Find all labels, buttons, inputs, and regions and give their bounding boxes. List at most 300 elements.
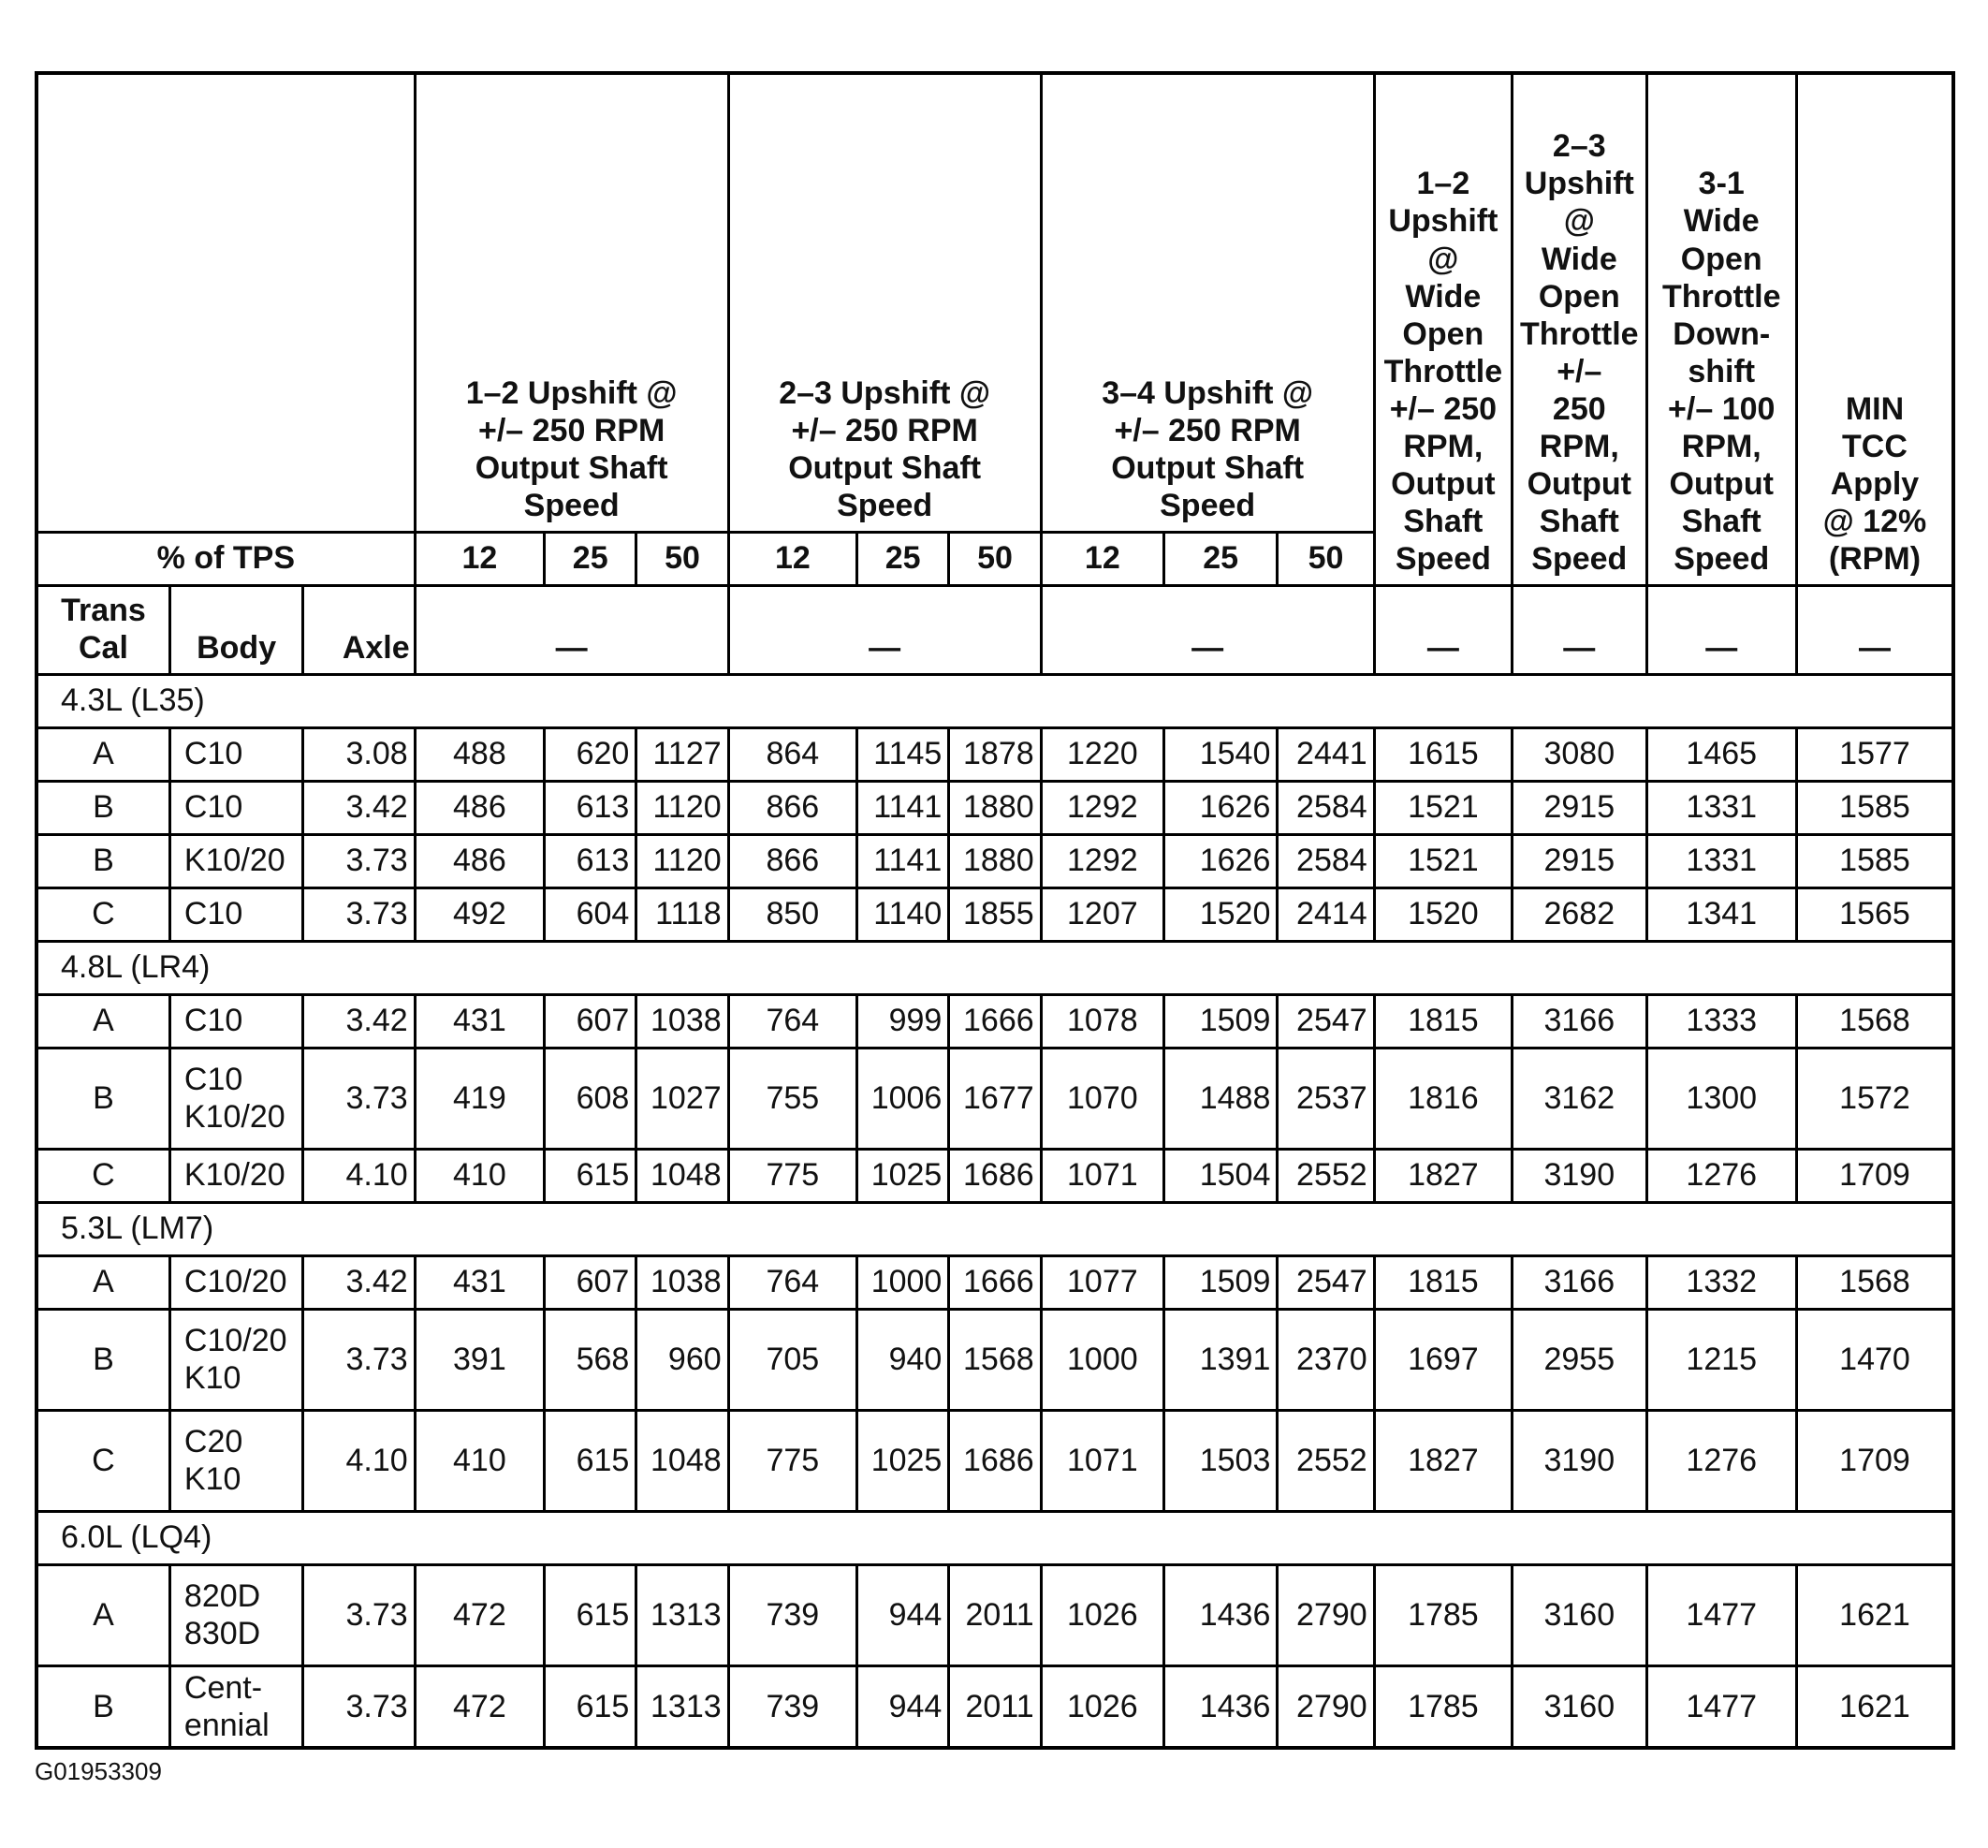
value-cell: 739 [728, 1564, 856, 1665]
value-cell: 866 [728, 781, 856, 834]
value-cell: 1488 [1164, 1048, 1278, 1149]
value-cell: 1521 [1374, 781, 1512, 834]
dash-cell: — [728, 585, 1041, 674]
header-wot-23 [1513, 73, 1646, 585]
value-cell: 608 [545, 1048, 636, 1149]
axle-cell: 3.08 [303, 727, 415, 781]
value-cell: 410 [415, 1149, 544, 1202]
value-cell: 1071 [1041, 1149, 1163, 1202]
header-line: Shaft [1681, 504, 1761, 540]
trans-cal-cell: C [37, 1410, 169, 1511]
trans-cal-cell: A [37, 994, 169, 1048]
value-cell: 1615 [1374, 727, 1512, 781]
value-cell: 2955 [1513, 1309, 1646, 1410]
value-cell: 1341 [1646, 887, 1796, 941]
value-cell: 3166 [1513, 994, 1646, 1048]
engine-label: 4.8L (LR4) [37, 941, 1953, 994]
value-cell: 1827 [1374, 1149, 1512, 1202]
value-cell: 2790 [1278, 1665, 1374, 1748]
axle-cell: 3.42 [303, 781, 415, 834]
value-cell: 999 [857, 994, 949, 1048]
header-line: Wide [1683, 203, 1760, 240]
engine-label: 6.0L (LQ4) [37, 1511, 1953, 1564]
body-line: K10/20 [183, 843, 285, 879]
value-cell: 1025 [857, 1410, 949, 1511]
value-cell: 1077 [1041, 1255, 1163, 1309]
header-line: +/– [1557, 353, 1602, 389]
header-line: Throttle [1520, 315, 1639, 352]
header-upshift-12 [415, 73, 728, 532]
value-cell: 1816 [1374, 1048, 1512, 1149]
header-line: Output [1527, 466, 1631, 503]
value-cell: 1027 [636, 1048, 728, 1149]
value-cell: 410 [415, 1410, 544, 1511]
header-line: @ [1563, 203, 1595, 240]
axle-cell: 3.73 [303, 887, 415, 941]
value-cell: 1000 [857, 1255, 949, 1309]
figure-code: G01953309 [35, 1757, 162, 1785]
value-cell: 1436 [1164, 1564, 1278, 1665]
value-cell: 1815 [1374, 1255, 1512, 1309]
table-row [37, 1410, 1953, 1511]
header-line: Output [1391, 466, 1496, 503]
value-cell: 944 [857, 1665, 949, 1748]
table-row [37, 1665, 1953, 1748]
value-cell: 1141 [857, 834, 949, 887]
value-cell: 615 [545, 1149, 636, 1202]
tps-value: 50 [949, 532, 1041, 585]
value-cell: 1391 [1164, 1309, 1278, 1410]
table-row [37, 1309, 1953, 1410]
column-label-row [37, 585, 1953, 674]
value-cell: 739 [728, 1665, 856, 1748]
value-cell: 431 [415, 1255, 544, 1309]
value-cell: 1709 [1796, 1149, 1953, 1202]
value-cell: 2584 [1278, 834, 1374, 887]
header-line: Open [1402, 315, 1484, 352]
header-line: 250 [1552, 390, 1606, 427]
value-cell: 472 [415, 1665, 544, 1748]
header-wot-12 [1374, 73, 1512, 585]
body-cell [169, 1564, 302, 1665]
value-cell: 391 [415, 1309, 544, 1410]
value-cell: 1540 [1164, 727, 1278, 781]
axle-cell: 3.42 [303, 1255, 415, 1309]
value-cell: 1070 [1041, 1048, 1163, 1149]
value-cell: 1048 [636, 1149, 728, 1202]
body-cell [169, 1149, 302, 1202]
value-cell: 1686 [949, 1149, 1041, 1202]
table-row [37, 994, 1953, 1048]
value-cell: 486 [415, 781, 544, 834]
body-line: C10 [183, 1061, 243, 1097]
body-line: Cent- [183, 1669, 263, 1706]
value-cell: 1292 [1041, 834, 1163, 887]
table-row [37, 887, 1953, 941]
value-cell: 1292 [1041, 781, 1163, 834]
value-cell: 1565 [1796, 887, 1953, 941]
value-cell: 1585 [1796, 834, 1953, 887]
axle-cell: 4.10 [303, 1410, 415, 1511]
header-line: Output Shaft [788, 450, 982, 487]
value-cell: 2790 [1278, 1564, 1374, 1665]
header-line: +/– 100 [1668, 390, 1776, 427]
axle-header: Axle [303, 585, 415, 674]
tps-value: 50 [636, 532, 728, 585]
value-cell: 1626 [1164, 834, 1278, 887]
trans-cal-cell: A [37, 727, 169, 781]
value-cell: 1815 [1374, 994, 1512, 1048]
header-line: Speed [1674, 541, 1770, 578]
engine-label: 5.3L (LM7) [37, 1202, 1953, 1255]
value-cell: 850 [728, 887, 856, 941]
value-cell: 1568 [1796, 1255, 1953, 1309]
value-cell: 940 [857, 1309, 949, 1410]
value-cell: 3162 [1513, 1048, 1646, 1149]
value-cell: 2537 [1278, 1048, 1374, 1149]
value-cell: 1118 [636, 887, 728, 941]
value-cell: 1572 [1796, 1048, 1953, 1149]
header-line: 1–2 [1416, 166, 1470, 202]
value-cell: 1686 [949, 1410, 1041, 1511]
tps-label: % of TPS [37, 532, 415, 585]
value-cell: 1568 [949, 1309, 1041, 1410]
value-cell: 3166 [1513, 1255, 1646, 1309]
shift-speed-table [35, 71, 1955, 1750]
header-line: 1–2 Upshift @ [465, 375, 678, 412]
body-line: C10/20 [183, 1264, 287, 1300]
axle-cell: 3.73 [303, 1564, 415, 1665]
header-line: Shaft [1539, 504, 1619, 540]
value-cell: 1145 [857, 727, 949, 781]
body-line: C10 [183, 896, 243, 932]
table-row [37, 1564, 1953, 1665]
header-line: Speed [1160, 488, 1256, 524]
trans-cal-cell: B [37, 1665, 169, 1748]
value-cell: 613 [545, 834, 636, 887]
value-cell: 1141 [857, 781, 949, 834]
value-cell: 1504 [1164, 1149, 1278, 1202]
value-cell: 1470 [1796, 1309, 1953, 1410]
header-line: shift [1688, 353, 1756, 389]
header-line: RPM, [1403, 429, 1484, 465]
body-cell [169, 834, 302, 887]
value-cell: 1465 [1646, 727, 1796, 781]
header-line: RPM, [1539, 429, 1619, 465]
value-cell: 431 [415, 994, 544, 1048]
value-cell: 1509 [1164, 994, 1278, 1048]
header-line: (RPM) [1828, 541, 1922, 578]
table-body [37, 73, 1953, 1748]
body-cell [169, 781, 302, 834]
tps-value: 50 [1278, 532, 1374, 585]
header-line: TCC [1842, 429, 1908, 465]
header-line: Apply [1830, 466, 1920, 503]
value-cell: 1785 [1374, 1665, 1512, 1748]
value-cell: 486 [415, 834, 544, 887]
header-line: Throttle [1661, 278, 1781, 315]
dash-cell: — [1513, 585, 1646, 674]
header-line: Output Shaft [475, 450, 668, 487]
value-cell: 1477 [1646, 1564, 1796, 1665]
value-cell: 1503 [1164, 1410, 1278, 1511]
value-cell: 1880 [949, 834, 1041, 887]
value-cell: 1520 [1374, 887, 1512, 941]
value-cell: 960 [636, 1309, 728, 1410]
header-line: Wide [1405, 278, 1482, 315]
value-cell: 1509 [1164, 1255, 1278, 1309]
header-line: Speed [523, 488, 620, 524]
header-line: RPM, [1681, 429, 1761, 465]
body-line: 820D [183, 1577, 261, 1614]
value-cell: 1666 [949, 994, 1041, 1048]
value-cell: 1436 [1164, 1665, 1278, 1748]
header-line: 2–3 [1552, 128, 1606, 165]
value-cell: 1477 [1646, 1665, 1796, 1748]
trans-cal-header [37, 585, 169, 674]
trans-cal-cell: B [37, 834, 169, 887]
axle-cell: 4.10 [303, 1149, 415, 1202]
trans-cal-cell: B [37, 781, 169, 834]
body-cell [169, 1048, 302, 1149]
body-cell [169, 727, 302, 781]
header-line: Throttle [1383, 353, 1503, 389]
body-cell [169, 994, 302, 1048]
value-cell: 1078 [1041, 994, 1163, 1048]
value-cell: 607 [545, 1255, 636, 1309]
tps-value: 12 [1041, 532, 1163, 585]
value-cell: 2011 [949, 1665, 1041, 1748]
dash-cell: — [415, 585, 728, 674]
table-row [37, 834, 1953, 887]
value-cell: 1332 [1646, 1255, 1796, 1309]
value-cell: 1585 [1796, 781, 1953, 834]
value-cell: 1313 [636, 1564, 728, 1665]
value-cell: 615 [545, 1410, 636, 1511]
axle-cell: 3.73 [303, 1309, 415, 1410]
value-cell: 2414 [1278, 887, 1374, 941]
trans-cal-cell: A [37, 1564, 169, 1665]
header-line: 3-1 [1698, 166, 1745, 202]
value-cell: 488 [415, 727, 544, 781]
header-line: +/– 250 RPM [1114, 413, 1301, 449]
axle-cell: 3.73 [303, 834, 415, 887]
value-cell: 1140 [857, 887, 949, 941]
value-cell: 1120 [636, 834, 728, 887]
table-row [37, 1149, 1953, 1202]
header-line: Output [1669, 466, 1774, 503]
value-cell: 1577 [1796, 727, 1953, 781]
header-line: Speed [1395, 541, 1491, 578]
value-cell: 3080 [1513, 727, 1646, 781]
tps-value: 25 [545, 532, 636, 585]
body-line: 830D [183, 1616, 261, 1651]
header-line: Cal [78, 630, 128, 667]
value-cell: 1621 [1796, 1564, 1953, 1665]
table-row [37, 727, 1953, 781]
value-cell: 1880 [949, 781, 1041, 834]
value-cell: 1026 [1041, 1564, 1163, 1665]
engine-row [37, 1202, 1953, 1255]
axle-cell: 3.73 [303, 1048, 415, 1149]
trans-cal-cell: A [37, 1255, 169, 1309]
body-line: C10/20 [183, 1322, 287, 1358]
value-cell: 1215 [1646, 1309, 1796, 1410]
body-line: K10/20 [183, 1099, 285, 1135]
value-cell: 419 [415, 1048, 544, 1149]
body-cell [169, 1309, 302, 1410]
body-line: C10 [183, 736, 243, 772]
value-cell: 1709 [1796, 1410, 1953, 1511]
engine-row [37, 941, 1953, 994]
header-line: +/– 250 RPM [791, 413, 978, 449]
value-cell: 864 [728, 727, 856, 781]
trans-cal-cell: C [37, 1149, 169, 1202]
body-line: C10 [183, 1003, 243, 1039]
header-line: Upshift [1524, 166, 1634, 202]
header-line: Speed [837, 488, 933, 524]
value-cell: 615 [545, 1665, 636, 1748]
trans-cal-cell: B [37, 1309, 169, 1410]
body-line: K10/20 [183, 1157, 285, 1194]
header-line: Speed [1531, 541, 1628, 578]
value-cell: 1038 [636, 1255, 728, 1309]
table-row [37, 1048, 1953, 1149]
value-cell: 2547 [1278, 994, 1374, 1048]
value-cell: 3160 [1513, 1665, 1646, 1748]
value-cell: 1000 [1041, 1309, 1163, 1410]
value-cell: 1331 [1646, 781, 1796, 834]
value-cell: 2552 [1278, 1410, 1374, 1511]
header-line: Open [1538, 278, 1620, 315]
dash-cell: — [1374, 585, 1512, 674]
header-line: MIN [1845, 390, 1905, 427]
table-row [37, 1255, 1953, 1309]
value-cell: 755 [728, 1048, 856, 1149]
value-cell: 1038 [636, 994, 728, 1048]
body-line: K10 [183, 1461, 241, 1497]
value-cell: 1331 [1646, 834, 1796, 887]
header-row [37, 73, 1953, 532]
body-cell [169, 1665, 302, 1748]
dash-cell: — [1041, 585, 1374, 674]
table-row [37, 781, 1953, 834]
value-cell: 3190 [1513, 1410, 1646, 1511]
value-cell: 1276 [1646, 1149, 1796, 1202]
value-cell: 2552 [1278, 1149, 1374, 1202]
value-cell: 1878 [949, 727, 1041, 781]
engine-label: 4.3L (L35) [37, 674, 1953, 727]
value-cell: 1626 [1164, 781, 1278, 834]
header-line: @ 12% [1822, 504, 1927, 540]
value-cell: 607 [545, 994, 636, 1048]
value-cell: 1071 [1041, 1410, 1163, 1511]
header-line: +/– 250 RPM [477, 413, 665, 449]
trans-cal-cell: B [37, 1048, 169, 1149]
value-cell: 1568 [1796, 994, 1953, 1048]
value-cell: 492 [415, 887, 544, 941]
value-cell: 1697 [1374, 1309, 1512, 1410]
header-line: +/– 250 [1389, 390, 1498, 427]
value-cell: 1677 [949, 1048, 1041, 1149]
dash-cell: — [1646, 585, 1796, 674]
value-cell: 2547 [1278, 1255, 1374, 1309]
engine-row [37, 674, 1953, 727]
tps-value: 12 [728, 532, 856, 585]
body-line: K10 [183, 1360, 241, 1396]
header-line: Wide [1541, 241, 1617, 277]
value-cell: 1827 [1374, 1410, 1512, 1511]
header-blank-cell [37, 73, 415, 532]
value-cell: 2682 [1513, 887, 1646, 941]
value-cell: 1333 [1646, 994, 1796, 1048]
axle-cell: 3.73 [303, 1665, 415, 1748]
value-cell: 1048 [636, 1410, 728, 1511]
header-upshift-34 [1041, 73, 1374, 532]
value-cell: 764 [728, 1255, 856, 1309]
value-cell: 764 [728, 994, 856, 1048]
value-cell: 1120 [636, 781, 728, 834]
value-cell: 604 [545, 887, 636, 941]
value-cell: 1520 [1164, 887, 1278, 941]
value-cell: 866 [728, 834, 856, 887]
value-cell: 2011 [949, 1564, 1041, 1665]
body-line: C10 [183, 789, 243, 826]
value-cell: 1127 [636, 727, 728, 781]
value-cell: 615 [545, 1564, 636, 1665]
header-line: Down- [1673, 315, 1771, 352]
value-cell: 1006 [857, 1048, 949, 1149]
header-line: Shaft [1403, 504, 1484, 540]
axle-cell: 3.42 [303, 994, 415, 1048]
value-cell: 1855 [949, 887, 1041, 941]
body-cell [169, 887, 302, 941]
tps-value: 12 [415, 532, 544, 585]
value-cell: 775 [728, 1149, 856, 1202]
header-line: Output Shaft [1111, 450, 1305, 487]
value-cell: 1621 [1796, 1665, 1953, 1748]
value-cell: 472 [415, 1564, 544, 1665]
body-header: Body [169, 585, 302, 674]
header-line: 3–4 Upshift @ [1102, 375, 1314, 412]
header-min-tcc [1796, 73, 1953, 585]
value-cell: 1207 [1041, 887, 1163, 941]
body-line: ennial [183, 1707, 270, 1743]
value-cell: 1521 [1374, 834, 1512, 887]
tps-value: 25 [1164, 532, 1278, 585]
engine-row [37, 1511, 1953, 1564]
header-upshift-23 [728, 73, 1041, 532]
value-cell: 1220 [1041, 727, 1163, 781]
dash-cell: — [1796, 585, 1953, 674]
value-cell: 1785 [1374, 1564, 1512, 1665]
header-wot-31 [1646, 73, 1796, 585]
value-cell: 2915 [1513, 781, 1646, 834]
value-cell: 1666 [949, 1255, 1041, 1309]
body-cell [169, 1255, 302, 1309]
value-cell: 775 [728, 1410, 856, 1511]
value-cell: 3190 [1513, 1149, 1646, 1202]
body-line: C20 [183, 1423, 243, 1459]
value-cell: 620 [545, 727, 636, 781]
value-cell: 705 [728, 1309, 856, 1410]
value-cell: 1300 [1646, 1048, 1796, 1149]
body-cell [169, 1410, 302, 1511]
value-cell: 3160 [1513, 1564, 1646, 1665]
header-line: Trans [61, 593, 146, 629]
value-cell: 2584 [1278, 781, 1374, 834]
trans-cal-cell: C [37, 887, 169, 941]
